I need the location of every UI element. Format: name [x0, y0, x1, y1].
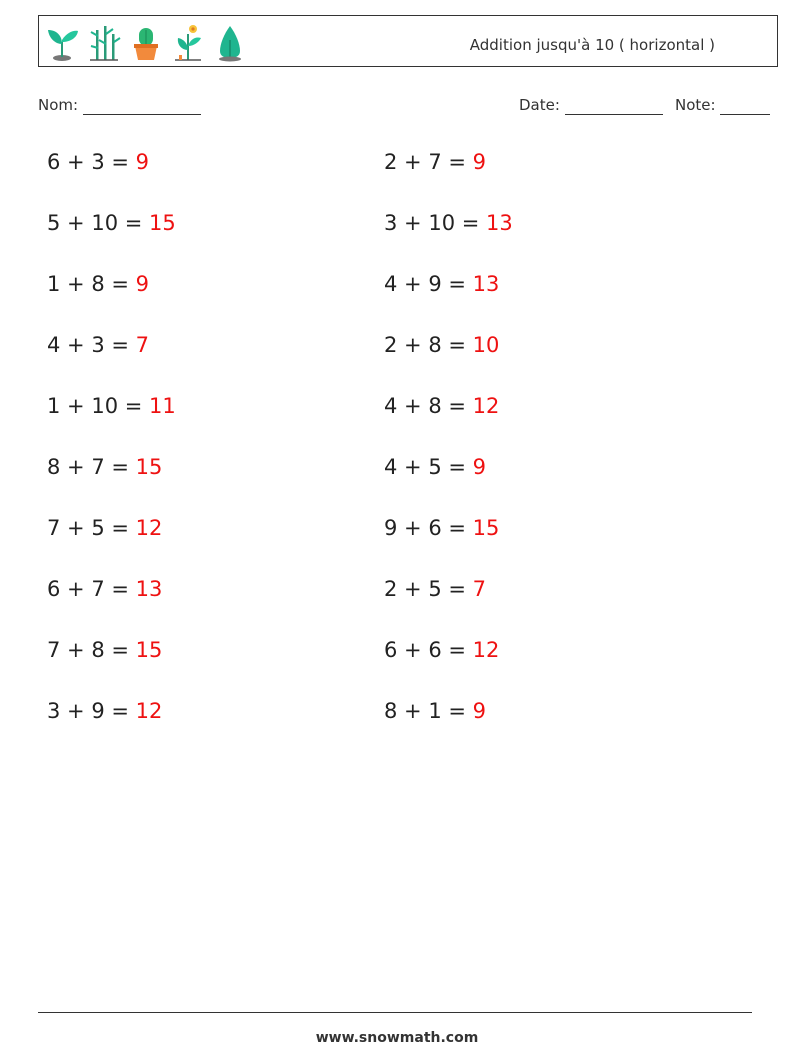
- problem-answer: 13: [472, 272, 500, 296]
- problem-operand: 9: [91, 699, 105, 723]
- date-label: Date:: [519, 96, 560, 114]
- problem-question: 7: [47, 516, 61, 540]
- problem-item: 1 + 8 = 9: [47, 272, 150, 296]
- problem-item: 7 + 8 = 15: [47, 638, 163, 662]
- problem-operand: 5: [428, 577, 442, 601]
- footer-url: www.snowmath.com: [315, 1030, 479, 1046]
- problem-operand: 8: [91, 272, 105, 296]
- problem-question: 2: [384, 333, 398, 357]
- problem-operand: 7: [428, 150, 442, 174]
- footer-divider: [38, 1012, 752, 1013]
- problem-operand: 10: [428, 211, 456, 235]
- problem-operand: 10: [91, 394, 119, 418]
- problem-operand: 8: [91, 638, 105, 662]
- problem-answer: 15: [135, 638, 163, 662]
- problem-item: 2 + 5 = 7: [384, 577, 487, 601]
- bamboo-icon: [87, 22, 121, 62]
- problem-answer: 12: [135, 516, 163, 540]
- problem-question: 7: [47, 638, 61, 662]
- problem-answer: 13: [486, 211, 513, 235]
- problem-item: 4 + 3 = 7: [47, 333, 150, 357]
- problem-question: 4: [384, 455, 398, 479]
- problem-answer: 12: [472, 638, 500, 662]
- problem-item: 9 + 6 = 15: [384, 516, 500, 540]
- cactus-pot-icon: [129, 22, 163, 62]
- problem-item: 2 + 8 = 10: [384, 333, 500, 357]
- problem-answer: 9: [135, 150, 150, 174]
- problem-operand: 1: [428, 699, 442, 723]
- problem-item: 8 + 1 = 9: [384, 699, 487, 723]
- problem-item: 4 + 9 = 13: [384, 272, 500, 296]
- problem-operand: 6: [428, 638, 442, 662]
- name-field: [38, 96, 201, 115]
- problem-item: 4 + 5 = 9: [384, 455, 487, 479]
- problem-item: 7 + 5 = 12: [47, 516, 163, 540]
- name-label: Nom:: [38, 96, 79, 114]
- problem-operand: 8: [428, 394, 442, 418]
- tree-icon: [213, 22, 247, 62]
- worksheet-title: Addition jusqu'à 10 ( horizontal ): [469, 36, 715, 54]
- problem-question: 8: [384, 699, 398, 723]
- problem-operand: 3: [91, 333, 105, 357]
- problem-answer: 9: [472, 455, 487, 479]
- problem-item: 6 + 7 = 13: [47, 577, 163, 601]
- problem-question: 4: [47, 333, 61, 357]
- seedling-icon: [45, 22, 79, 62]
- problem-answer: 7: [472, 577, 487, 601]
- problem-answer: 9: [135, 272, 150, 296]
- note-label: Note:: [675, 96, 716, 114]
- problem-question: 2: [384, 150, 398, 174]
- note-field: [675, 96, 770, 115]
- name-blank-line: [83, 96, 201, 115]
- problem-question: 5: [47, 211, 61, 235]
- problem-answer: 12: [135, 699, 163, 723]
- note-blank-line: [720, 96, 770, 115]
- problem-operand: 8: [428, 333, 442, 357]
- problem-item: 6 + 3 = 9: [47, 150, 150, 174]
- problem-question: 9: [384, 516, 398, 540]
- worksheet-header: [38, 15, 778, 67]
- problem-operand: 5: [428, 455, 442, 479]
- problem-answer: 15: [135, 455, 163, 479]
- header-icons: [45, 22, 247, 62]
- problem-item: 2 + 7 = 9: [384, 150, 487, 174]
- problem-question: 3: [384, 211, 398, 235]
- date-blank-line: [565, 96, 663, 115]
- problem-operand: 7: [91, 455, 105, 479]
- problem-answer: 12: [472, 394, 500, 418]
- problem-question: 3: [47, 699, 61, 723]
- problem-question: 6: [47, 577, 61, 601]
- problem-question: 8: [47, 455, 61, 479]
- problem-operand: 5: [91, 516, 105, 540]
- problem-answer: 15: [149, 211, 176, 235]
- problem-item: 6 + 6 = 12: [384, 638, 500, 662]
- problem-question: 1: [47, 272, 61, 296]
- problem-question: 1: [47, 394, 61, 418]
- problem-item: 3 + 9 = 12: [47, 699, 163, 723]
- problem-operand: 10: [91, 211, 119, 235]
- problem-item: 5 + 10 = 15: [47, 211, 176, 235]
- problem-answer: 13: [135, 577, 163, 601]
- problem-answer: 11: [149, 394, 176, 418]
- problem-answer: 9: [472, 699, 487, 723]
- problem-operand: 3: [91, 150, 105, 174]
- problem-question: 4: [384, 394, 398, 418]
- problem-question: 2: [384, 577, 398, 601]
- problem-answer: 15: [472, 516, 500, 540]
- problem-item: 1 + 10 = 11: [47, 394, 176, 418]
- problem-item: 3 + 10 = 13: [384, 211, 513, 235]
- problem-item: 8 + 7 = 15: [47, 455, 163, 479]
- problem-operand: 6: [428, 516, 442, 540]
- problem-question: 6: [47, 150, 61, 174]
- date-field: [519, 96, 663, 115]
- problem-operand: 9: [428, 272, 442, 296]
- flower-plant-icon: [171, 22, 205, 62]
- problem-answer: 10: [472, 333, 500, 357]
- problem-question: 4: [384, 272, 398, 296]
- problem-item: 4 + 8 = 12: [384, 394, 500, 418]
- problem-question: 6: [384, 638, 398, 662]
- problem-operand: 7: [91, 577, 105, 601]
- problem-answer: 7: [135, 333, 150, 357]
- problem-answer: 9: [472, 150, 487, 174]
